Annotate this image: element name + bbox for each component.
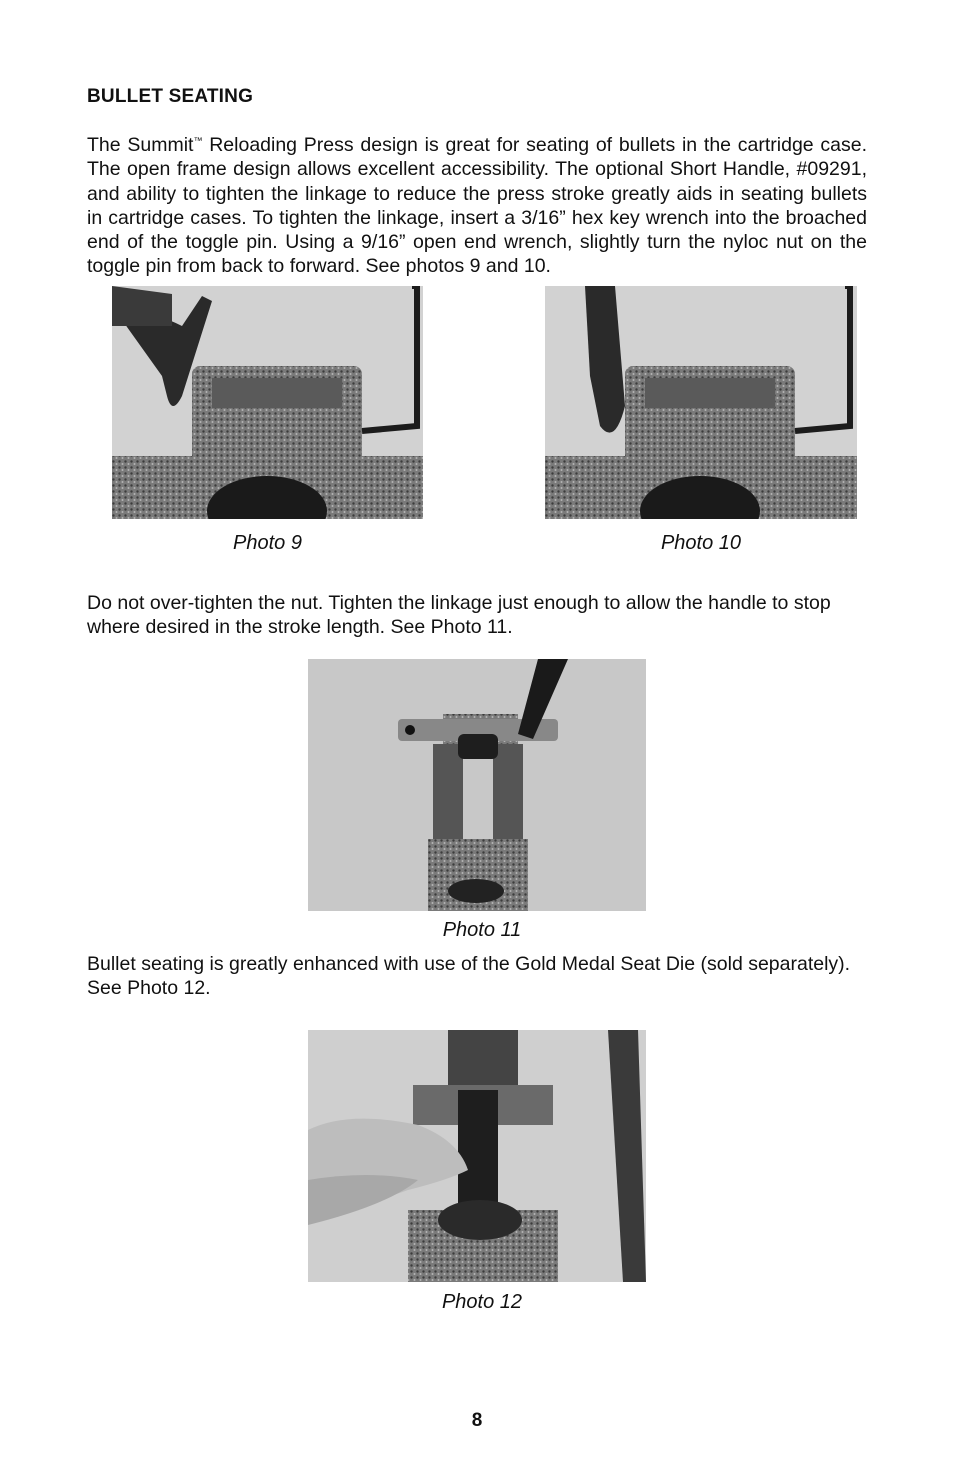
section-heading: BULLET SEATING (87, 86, 254, 107)
trademark-symbol: ™ (193, 135, 203, 146)
photo-9-image (112, 286, 423, 519)
page-number: 8 (471, 1410, 483, 1431)
intro-text-start: The Summit (87, 134, 194, 156)
photo-11-caption: Photo 11 (442, 919, 522, 941)
intro-paragraph (87, 133, 867, 279)
photo-10-caption: Photo 10 (660, 532, 742, 554)
tightening-paragraph: Do not over-tighten the nut. Tighten the linkage just enough to allow the handle to stop where desired in the stroke length. See Photo 11. (87, 592, 831, 639)
photo-12-image (308, 1030, 646, 1282)
intro-text-rest: Reloading Press design is great for seating of bullets in the cartridge case. The open frame design allows excellent accessibility. The optional Short Handle, #09291, and ability to tighten the linkage to reduce the press stroke greatly aids in seating bullets in cartridge cases. To tighten the linkage, insert a 3/16” hex key wrench into the broached end of the toggle pin. Using a 9/16” open end wrench, slightly turn the nyloc nut on the toggle pin from back to forward. See photos 9 and 10. (87, 134, 868, 278)
seat-die-paragraph: Bullet seating is greatly enhanced with use of the Gold Medal Seat Die (sold separately). See Photo 12. (87, 953, 851, 1000)
photo-10-image (545, 286, 857, 519)
photo-11-image (308, 659, 646, 911)
photo-12-caption: Photo 12 (441, 1291, 523, 1313)
photo-9-caption: Photo 9 (233, 532, 302, 554)
